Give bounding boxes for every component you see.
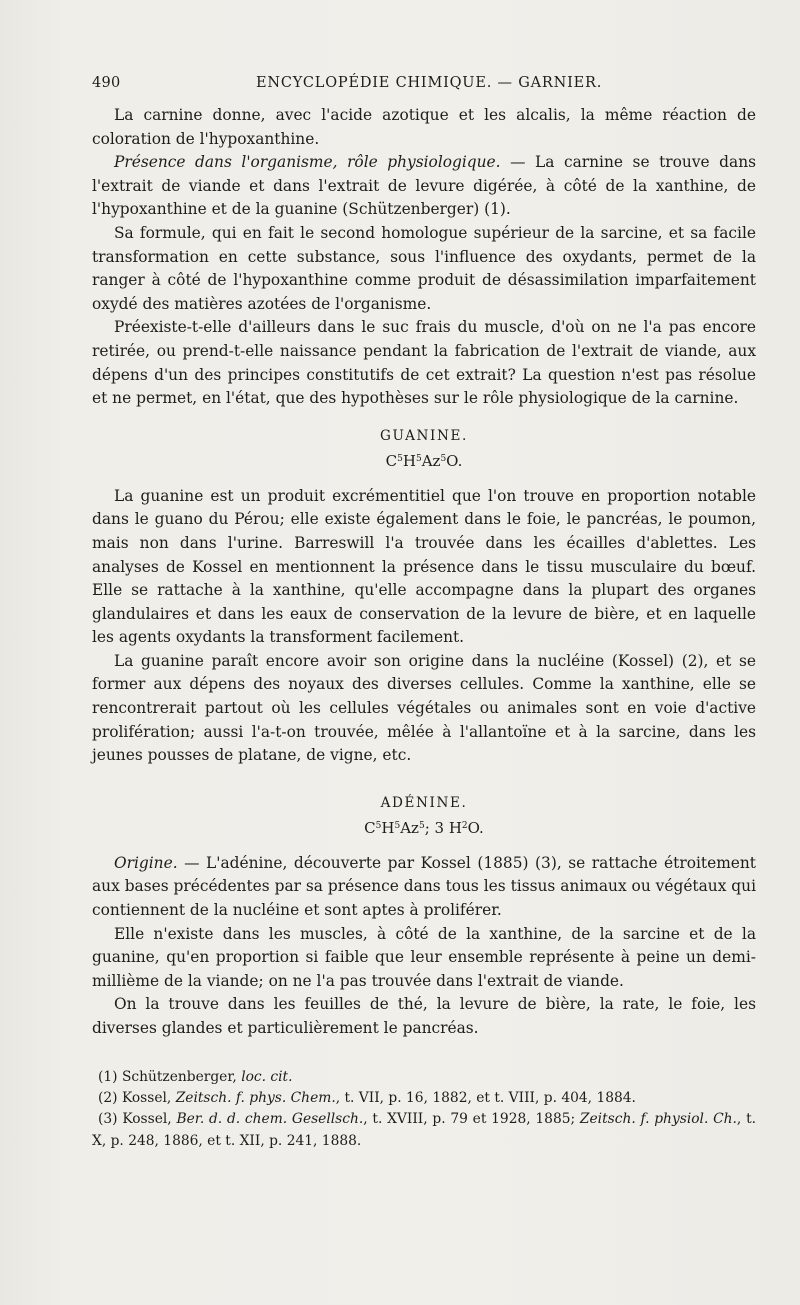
paragraph-adenine-muscles: Elle n'existe dans les muscles, à côté de la xanthine, de la sarcine et de la guanine, qu'en proportion si faible que leur ensemble représente à peine un demi-millième de la viande; on ne l'a pas trouvée dans l'extrait de viande. bbox=[92, 924, 756, 990]
page-number: 490 bbox=[92, 75, 121, 91]
running-title: ENCYCLOPÉDIE CHIMIQUE. — GARNIER. bbox=[256, 75, 603, 91]
footnote-3: (3) Kossel, Ber. d. d. chem. Gesellsch., t. XVIII, p. 79 et 1928, 1885; Zeitsch. f. physiol. Ch., t. X, p. 248, 1886, et t. XII, p. 241, 1888. bbox=[92, 1111, 756, 1149]
paragraph-text: — La carnine se trouve dans l'extrait de viande et dans l'extrait de levure digérée, à côté de la xanthine, de l'hypoxanthine et de la guanine (Schützenberger) (1). bbox=[92, 153, 757, 219]
footnote-2: (2) Kossel, Zeitsch. f. phys. Chem., t. VII, p. 16, 1882, et t. VIII, p. 404, 1884. bbox=[98, 1090, 636, 1106]
paragraph-carnine-reaction: La carnine donne, avec l'acide azotique et les alcalis, la même réaction de coloration de l'hypoxanthine. bbox=[92, 106, 756, 148]
footnotes bbox=[92, 1067, 756, 1153]
running-head bbox=[92, 72, 756, 98]
paragraph-lead: Origine. bbox=[114, 853, 178, 872]
page-content bbox=[92, 72, 756, 1152]
paragraph-guanine-origin: La guanine paraît encore avoir son origine dans la nucléine (Kossel) (2), et se former aux dépens des noyaux des diverses cellules. Comme la xanthine, elle se rencontrerait partout où les cellules végétales ou animales sont en voie d'active prolifération; aussi l'a-t-on trouvée, mêlée à l'allantoïne et à la sarcine, dans les jeunes pousses de platane, de vigne, etc. bbox=[92, 651, 756, 765]
paragraph-adenine-sources: On la trouve dans les feuilles de thé, la levure de bière, la rate, le foie, les diverses glandes et particulièrement le pancréas. bbox=[92, 995, 756, 1037]
paragraph-lead: Présence dans l'organisme, rôle physiologique. bbox=[114, 153, 501, 172]
paragraph-carnine-presence bbox=[92, 151, 756, 222]
section-title-adenine: ADÉNINE. bbox=[380, 794, 468, 811]
section-title-guanine: GUANINE. bbox=[380, 427, 468, 444]
paragraph-carnine-formula: Sa formule, qui en fait le second homologue supérieur de la sarcine, et sa facile transformation en cette substance, sous l'influence des oxydants, permet de la ranger à côté de l'hypoxanthine comme produit de désassimilation imparfaitement oxydé des matières azotées de l'organisme. bbox=[92, 223, 756, 313]
paragraph-carnine-origin: Préexiste-t-elle d'ailleurs dans le suc frais du muscle, d'où on ne l'a pas encore retirée, ou prend-t-elle naissance pendant la fabrication de l'extrait de viande, aux dépens d'un des principes constitutifs de cet extrait? La question n'est pas résolue et ne permet, en l'état, que des hypothèses sur le rôle physiologique de la carnine. bbox=[92, 318, 756, 408]
paragraph-text: — L'adénine, découverte par Kossel (1885) (3), se rattache étroitement aux bases précédentes par sa présence dans tous les tissus animaux ou végétaux qui contiennent de la nucléine et sont aptes à proliférer. bbox=[92, 853, 756, 920]
paragraph-guanine-occurrence: La guanine est un produit excrémentitiel que l'on trouve en proportion notable dans le guano du Pérou; elle existe également dans le foie, le pancréas, le poumon, mais non dans l'urine. Barreswill l'a trouvée dans les écailles d'ablettes. Les analyses de Kossel en mentionnent la présence dans le tissu musculaire du bœuf. Elle se rattache à la xanthine, qu'elle accompagne dans la plupart des organes glandulaires et dans les eaux de conservation de la levure de bière, et en laquelle les agents oxydants la transforment facilement. bbox=[92, 486, 756, 647]
section-spacer bbox=[92, 768, 756, 778]
footnote-1: (1) Schützenberger, loc. cit. bbox=[98, 1068, 293, 1085]
formula-guanine: $C^5H^5Az^5O$. bbox=[385, 451, 463, 470]
paragraph-adenine-origin bbox=[92, 852, 756, 923]
formula-adenine: $C^5H^5Az^5$; 3 $H^2O$. bbox=[364, 818, 484, 837]
